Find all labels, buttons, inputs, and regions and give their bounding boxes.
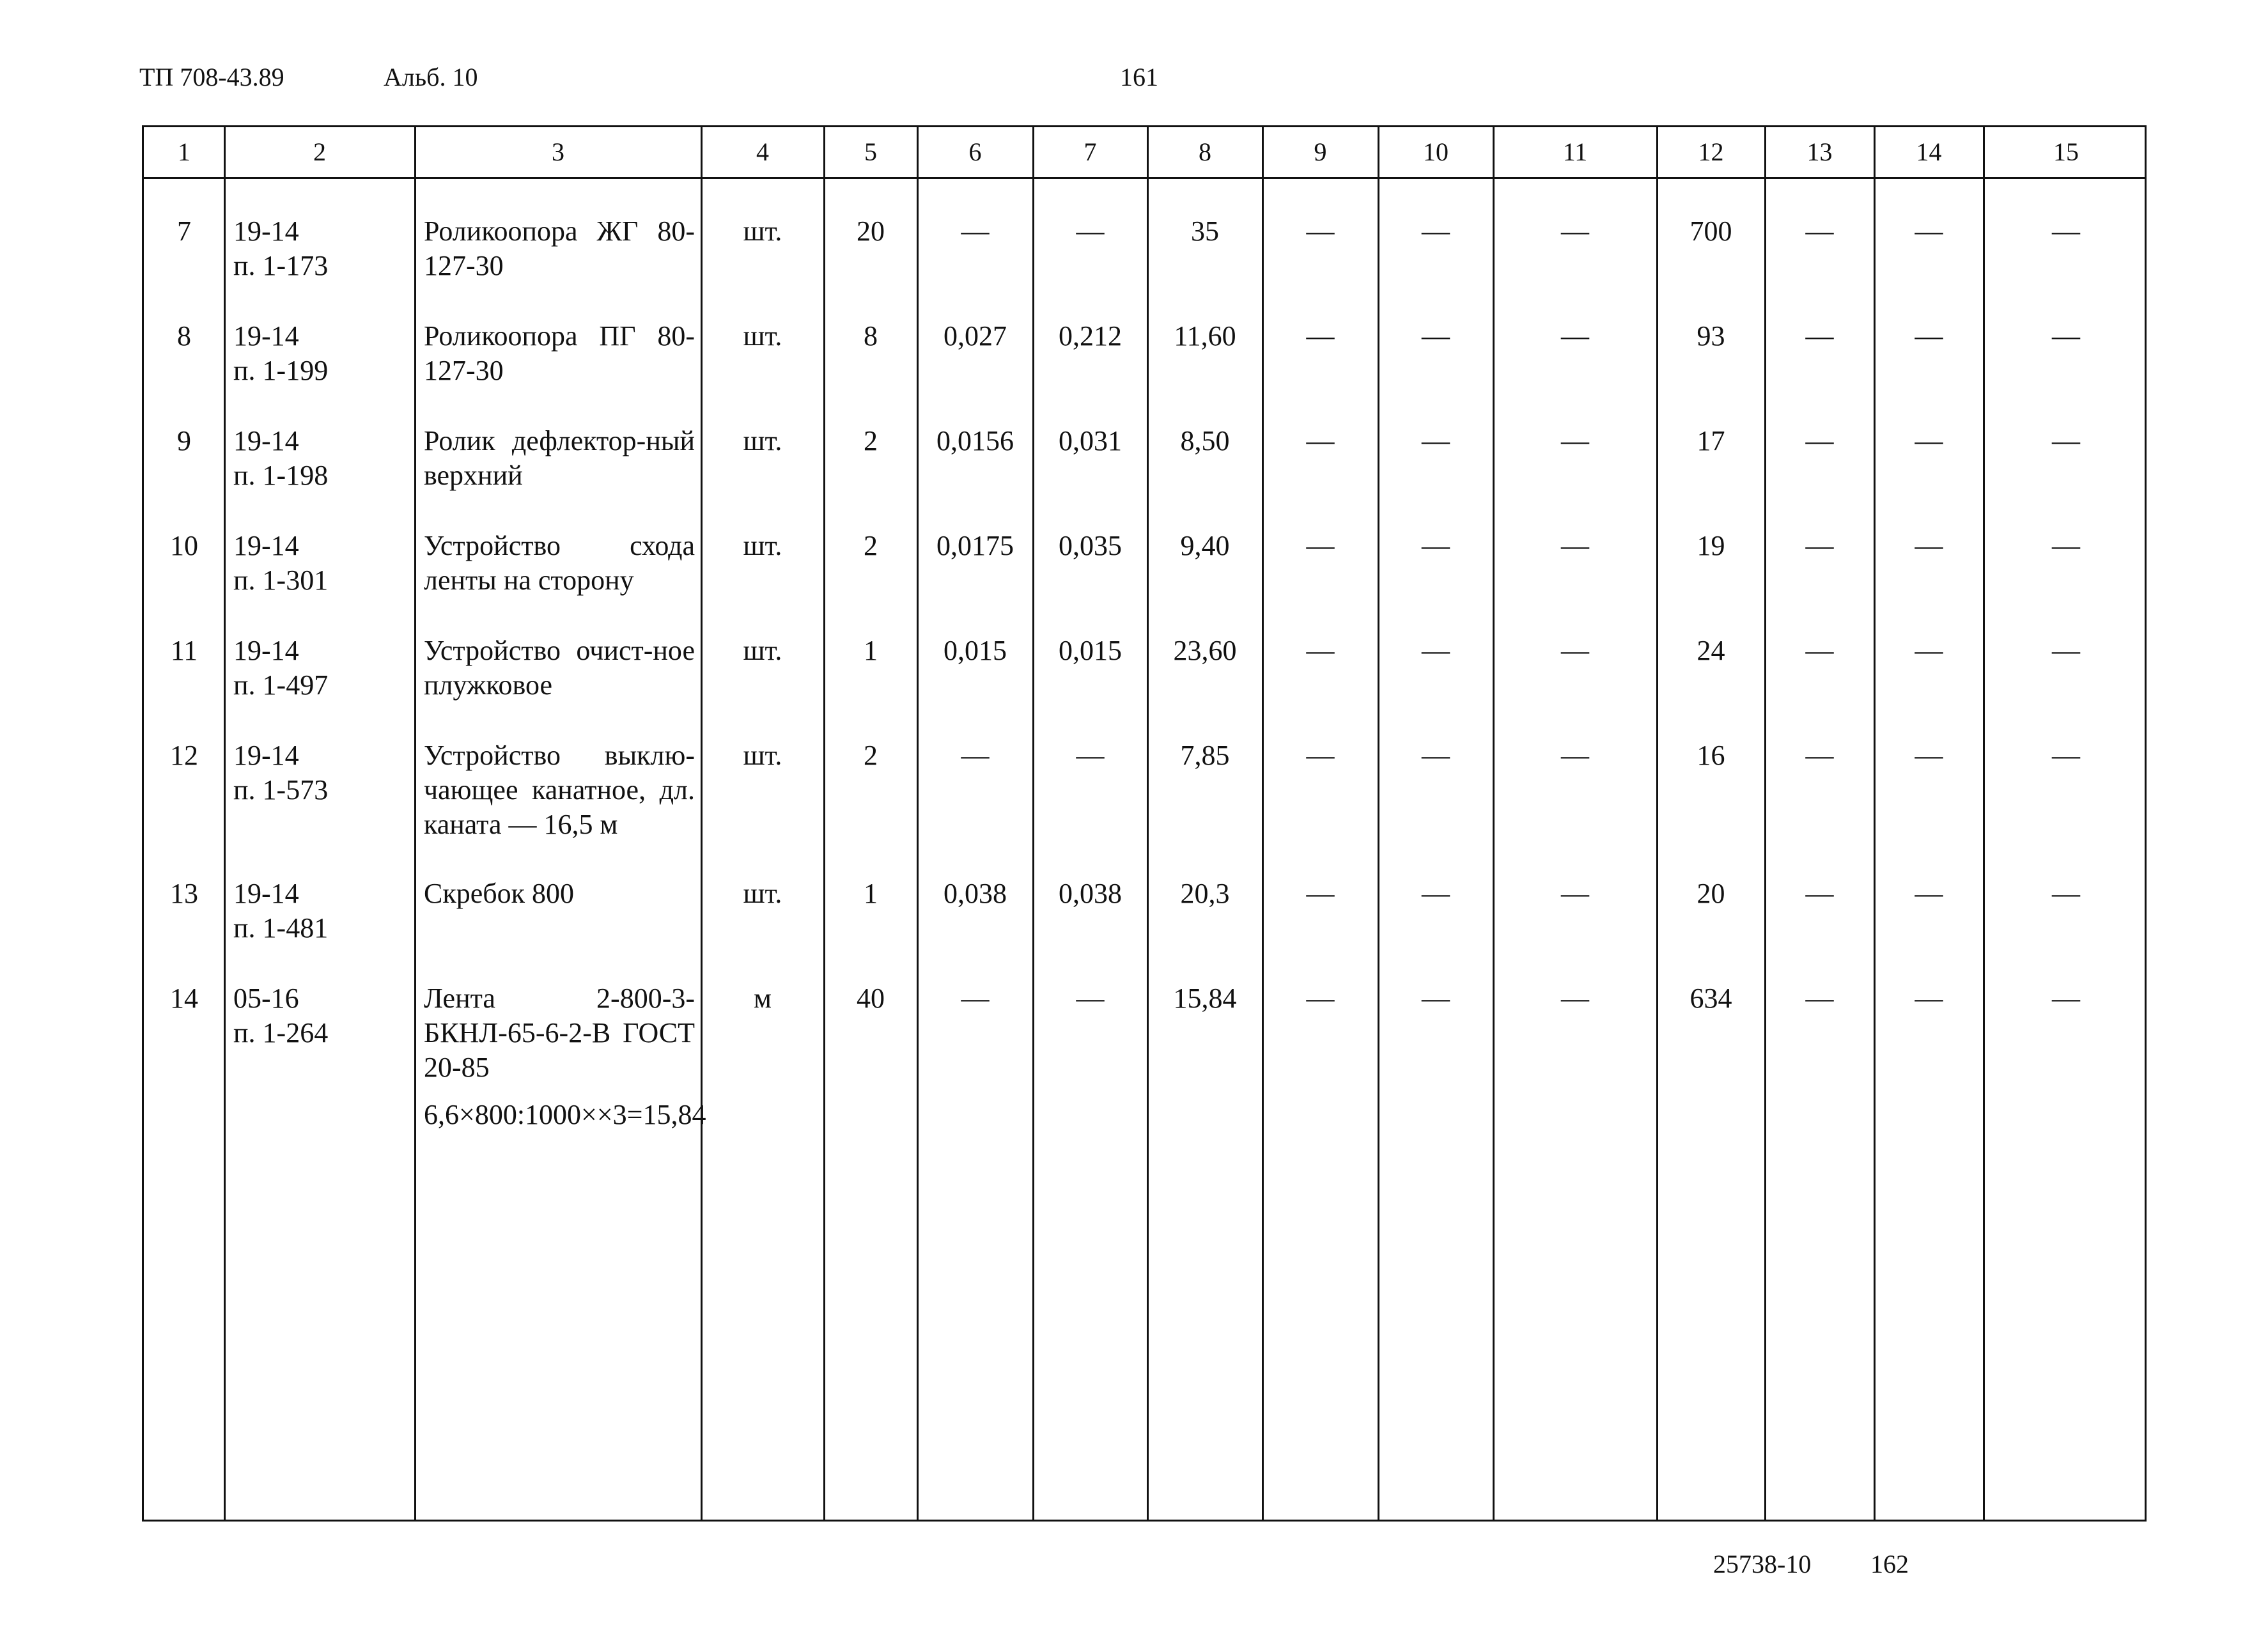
column-header: 4: [756, 137, 769, 166]
cell-col-13: —: [1805, 983, 1834, 1014]
catalogue-number: 19-14: [233, 635, 299, 666]
table-row: [144, 738, 2145, 876]
cell-col-8: 7,85: [1180, 740, 1230, 771]
cell-col-7: —: [1076, 983, 1105, 1014]
cell-col-5: 20: [857, 215, 885, 247]
cell-col-5: 2: [864, 425, 878, 456]
cell-col-6: 0,038: [944, 878, 1007, 909]
catalogue-item: п. 1-497: [233, 669, 329, 701]
cell-col-8: 8,50: [1180, 425, 1230, 456]
catalogue-number: 05-16: [233, 983, 299, 1014]
cell-col-13: —: [1805, 425, 1834, 456]
cell-col-12: 17: [1697, 425, 1725, 456]
document-code: ТП 708-43.89: [139, 63, 284, 91]
position-number: 10: [170, 530, 198, 561]
cell-col-8: 23,60: [1173, 635, 1237, 666]
cell-col-9: —: [1306, 983, 1335, 1014]
cell-col-4: шт.: [743, 425, 782, 456]
cell-col-15: —: [2052, 530, 2080, 561]
cell-col-10: —: [1422, 983, 1450, 1014]
cell-col-5: 2: [864, 740, 878, 771]
cell-col-10: —: [1422, 740, 1450, 771]
item-description-cell: [415, 424, 701, 493]
cell-col-11: —: [1561, 530, 1589, 561]
table-header-row: [144, 127, 2145, 179]
item-description: Роликоопора ЖГ 80-127-30: [424, 215, 695, 281]
cell-col-15: —: [2052, 215, 2080, 247]
cell-col-12: 700: [1689, 215, 1732, 247]
cell-col-9: —: [1306, 530, 1335, 561]
column-header: 7: [1084, 137, 1097, 166]
column-header: 6: [968, 137, 982, 166]
cell-col-7: 0,015: [1059, 635, 1122, 666]
specification-table: [142, 125, 2147, 1522]
cell-col-15: —: [2052, 983, 2080, 1014]
item-description-cell: [415, 876, 701, 911]
catalogue-reference: [224, 738, 415, 807]
item-description-cell: [415, 214, 701, 283]
item-description: Роликоопора ПГ 80-127-30: [424, 320, 695, 386]
cell-col-14: —: [1915, 425, 1943, 456]
table-row: [144, 319, 2145, 424]
cell-col-10: —: [1422, 320, 1450, 352]
cell-col-7: 0,212: [1059, 320, 1122, 352]
cell-col-11: —: [1561, 215, 1589, 247]
cell-col-13: —: [1805, 878, 1834, 909]
item-description: Ролик дефлектор-ный верхний: [424, 425, 695, 491]
catalogue-reference: [224, 424, 415, 493]
catalogue-item: п. 1-198: [233, 460, 329, 491]
cell-col-6: —: [961, 215, 990, 247]
cell-col-12: 634: [1689, 983, 1732, 1014]
column-header: 10: [1423, 137, 1449, 166]
cell-col-10: —: [1422, 878, 1450, 909]
table-row: [144, 424, 2145, 529]
item-description-cell: [415, 634, 701, 703]
column-header: 13: [1806, 137, 1833, 166]
catalogue-number: 19-14: [233, 530, 299, 561]
cell-col-7: —: [1076, 215, 1105, 247]
cell-col-13: —: [1805, 530, 1834, 561]
cell-col-4: шт.: [743, 635, 782, 666]
item-description: Устройство очист-ное плужковое: [424, 635, 695, 701]
cell-col-11: —: [1561, 983, 1589, 1014]
cell-col-6: 0,0156: [936, 425, 1014, 456]
cell-col-5: 8: [864, 320, 878, 352]
cell-col-11: —: [1561, 740, 1589, 771]
cell-col-6: 0,027: [944, 320, 1007, 352]
catalogue-number: 19-14: [233, 320, 299, 352]
catalogue-reference: [224, 876, 415, 946]
catalogue-number: 19-14: [233, 425, 299, 456]
cell-col-4: шт.: [743, 215, 782, 247]
cell-col-9: —: [1306, 215, 1335, 247]
cell-col-11: —: [1561, 320, 1589, 352]
catalogue-reference: [224, 634, 415, 703]
column-header: 15: [2053, 137, 2079, 166]
cell-col-13: —: [1805, 215, 1834, 247]
position-number: 11: [170, 635, 198, 666]
item-description: Устройство схода ленты на сторону: [424, 530, 695, 596]
cell-col-15: —: [2052, 320, 2080, 352]
catalogue-item: п. 1-199: [233, 355, 329, 386]
position-number: 8: [177, 320, 191, 352]
catalogue-item: п. 1-573: [233, 774, 329, 806]
cell-col-15: —: [2052, 635, 2080, 666]
cell-col-14: —: [1915, 635, 1943, 666]
item-description-cell: [415, 529, 701, 598]
catalogue-number: 19-14: [233, 740, 299, 771]
catalogue-item: п. 1-301: [233, 564, 329, 596]
cell-col-9: —: [1306, 320, 1335, 352]
cell-col-14: —: [1915, 215, 1943, 247]
cell-col-5: 40: [857, 983, 885, 1014]
item-description-cell: [415, 319, 701, 388]
cell-col-7: —: [1076, 740, 1105, 771]
calculation-note: 6,6×800:1000××3=15,84: [424, 1099, 706, 1130]
cell-col-9: —: [1306, 425, 1335, 456]
item-description: Лента 2-800-3-БКНЛ-65-6-2-В ГОСТ 20-85: [424, 983, 695, 1083]
catalogue-number: 19-14: [233, 215, 299, 247]
column-header: 9: [1314, 137, 1327, 166]
cell-col-13: —: [1805, 635, 1834, 666]
cell-col-12: 20: [1697, 878, 1725, 909]
cell-col-5: 1: [864, 635, 878, 666]
column-header: 5: [864, 137, 877, 166]
catalogue-reference: [224, 319, 415, 388]
column-header: 2: [313, 137, 326, 166]
cell-col-13: —: [1805, 320, 1834, 352]
cell-col-15: —: [2052, 740, 2080, 771]
cell-col-6: —: [961, 740, 990, 771]
cell-col-4: шт.: [743, 878, 782, 909]
catalogue-item: п. 1-264: [233, 1017, 329, 1048]
cell-col-6: —: [961, 983, 990, 1014]
cell-col-8: 35: [1191, 215, 1219, 247]
column-header: 3: [552, 137, 564, 166]
table-row: [144, 876, 2145, 981]
column-header: 8: [1199, 137, 1211, 166]
cell-col-8: 9,40: [1180, 530, 1230, 561]
cell-col-12: 19: [1697, 530, 1725, 561]
item-description-cell: [415, 738, 701, 842]
cell-col-10: —: [1422, 215, 1450, 247]
cell-col-7: 0,038: [1059, 878, 1122, 909]
cell-col-15: —: [2052, 425, 2080, 456]
cell-col-4: м: [754, 983, 772, 1014]
catalogue-reference: [224, 214, 415, 283]
catalogue-item: п. 1-481: [233, 912, 329, 944]
column-header: 12: [1698, 137, 1724, 166]
cell-col-9: —: [1306, 878, 1335, 909]
cell-col-12: 24: [1697, 635, 1725, 666]
cell-col-15: —: [2052, 878, 2080, 909]
cell-col-5: 2: [864, 530, 878, 561]
catalogue-reference: [224, 981, 415, 1050]
cell-col-14: —: [1915, 320, 1943, 352]
cell-col-12: 16: [1697, 740, 1725, 771]
catalogue-reference: [224, 529, 415, 598]
cell-col-9: —: [1306, 740, 1335, 771]
page-number: 161: [1120, 63, 1158, 91]
table-row: [144, 529, 2145, 634]
cell-col-4: шт.: [743, 530, 782, 561]
item-description-cell: [415, 981, 706, 1132]
cell-col-6: 0,0175: [936, 530, 1014, 561]
cell-col-13: —: [1805, 740, 1834, 771]
item-description: Устройство выклю-чающее канатное, дл. каната — 16,5 м: [424, 740, 695, 840]
table-row: [144, 981, 2145, 1522]
cell-col-7: 0,031: [1059, 425, 1122, 456]
footer-code: 25738-10: [1713, 1550, 1812, 1578]
cell-col-10: —: [1422, 425, 1450, 456]
column-header: 1: [178, 137, 190, 166]
catalogue-number: 19-14: [233, 878, 299, 909]
cell-col-14: —: [1915, 740, 1943, 771]
item-description: Скребок 800: [424, 878, 575, 909]
cell-col-10: —: [1422, 530, 1450, 561]
cell-col-7: 0,035: [1059, 530, 1122, 561]
cell-col-10: —: [1422, 635, 1450, 666]
cell-col-4: шт.: [743, 320, 782, 352]
album-label: Альб. 10: [384, 63, 478, 91]
position-number: 13: [170, 878, 198, 909]
cell-col-14: —: [1915, 878, 1943, 909]
position-number: 7: [177, 215, 191, 247]
cell-col-8: 11,60: [1174, 320, 1236, 352]
cell-col-8: 15,84: [1173, 983, 1237, 1014]
cell-col-11: —: [1561, 425, 1589, 456]
position-number: 9: [177, 425, 191, 456]
cell-col-6: 0,015: [944, 635, 1007, 666]
cell-col-8: 20,3: [1180, 878, 1230, 909]
cell-col-11: —: [1561, 878, 1589, 909]
footer-page-number: 162: [1870, 1550, 1909, 1578]
table-row: [144, 634, 2145, 738]
position-number: 14: [170, 983, 198, 1014]
position-number: 12: [170, 740, 198, 771]
cell-col-4: шт.: [743, 740, 782, 771]
cell-col-9: —: [1306, 635, 1335, 666]
cell-col-14: —: [1915, 530, 1943, 561]
catalogue-item: п. 1-173: [233, 250, 329, 281]
cell-col-5: 1: [864, 878, 878, 909]
cell-col-12: 93: [1697, 320, 1725, 352]
column-header: 14: [1916, 137, 1942, 166]
cell-col-14: —: [1915, 983, 1943, 1014]
table-row: [144, 214, 2145, 319]
column-header: 11: [1562, 137, 1588, 166]
cell-col-11: —: [1561, 635, 1589, 666]
